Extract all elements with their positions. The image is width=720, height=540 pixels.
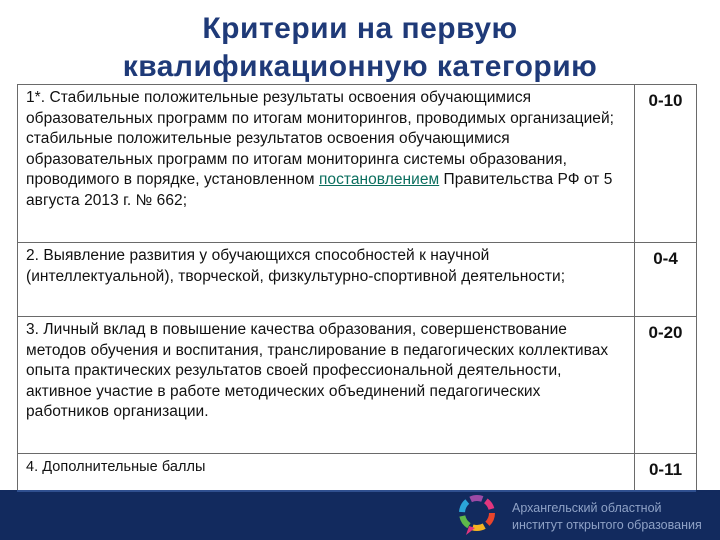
table-row [18,317,697,454]
resolution-link[interactable]: постановлением [318,171,440,189]
criterion-score: 0-10 [635,85,697,243]
page-title-line-2: квалификационную категорию [122,50,598,83]
table-row [18,454,697,494]
criteria-table [17,84,697,494]
criterion-score: 0-20 [635,317,697,454]
criterion-text-part: Правительства РФ от 5 августа 2013 г. № 662; [26,171,613,209]
organization-name [512,500,717,534]
page-title [0,10,720,86]
criterion-score: 0-4 [635,243,697,317]
organization-name-line-2: институт открытого образования [512,518,702,532]
criterion-text: 2. Выявление развития у обучающихся способностей к научной (интеллектуальной), творческой, физкультурно-спортивной деятельности; [18,243,635,317]
criterion-text [18,85,635,243]
criterion-text-part: 4. Дополнительные баллы [26,459,206,475]
table-row [18,243,697,317]
criterion-text: 3. Личный вклад в повышение качества образования, совершенствование методов обучения и воспитания, транслирование в педагогических коллективах опыта практических результатов своей профессиональной деятельности, активное участие в работе методических объединений педагогических работников организации. [18,317,635,454]
colorful-speech-bubble-logo-icon [455,493,499,537]
footer-divider [17,490,696,492]
criterion-text [18,454,635,494]
table-row [18,85,697,243]
page-title-line-1: Критерии на первую [202,12,518,45]
organization-name-line-1: Архангельский областной [512,501,662,515]
criterion-score: 0-11 [635,454,697,494]
criterion-text-part: 1*. Стабильные положительные результаты освоения обучающимися образовательных программ по итогам мониторингов, проводимых организацией; стабильные положительные результатов освоения обучающимися образовательных программ по итогам мониторинга системы образования, проводимого в порядке, установленном [26,89,615,189]
